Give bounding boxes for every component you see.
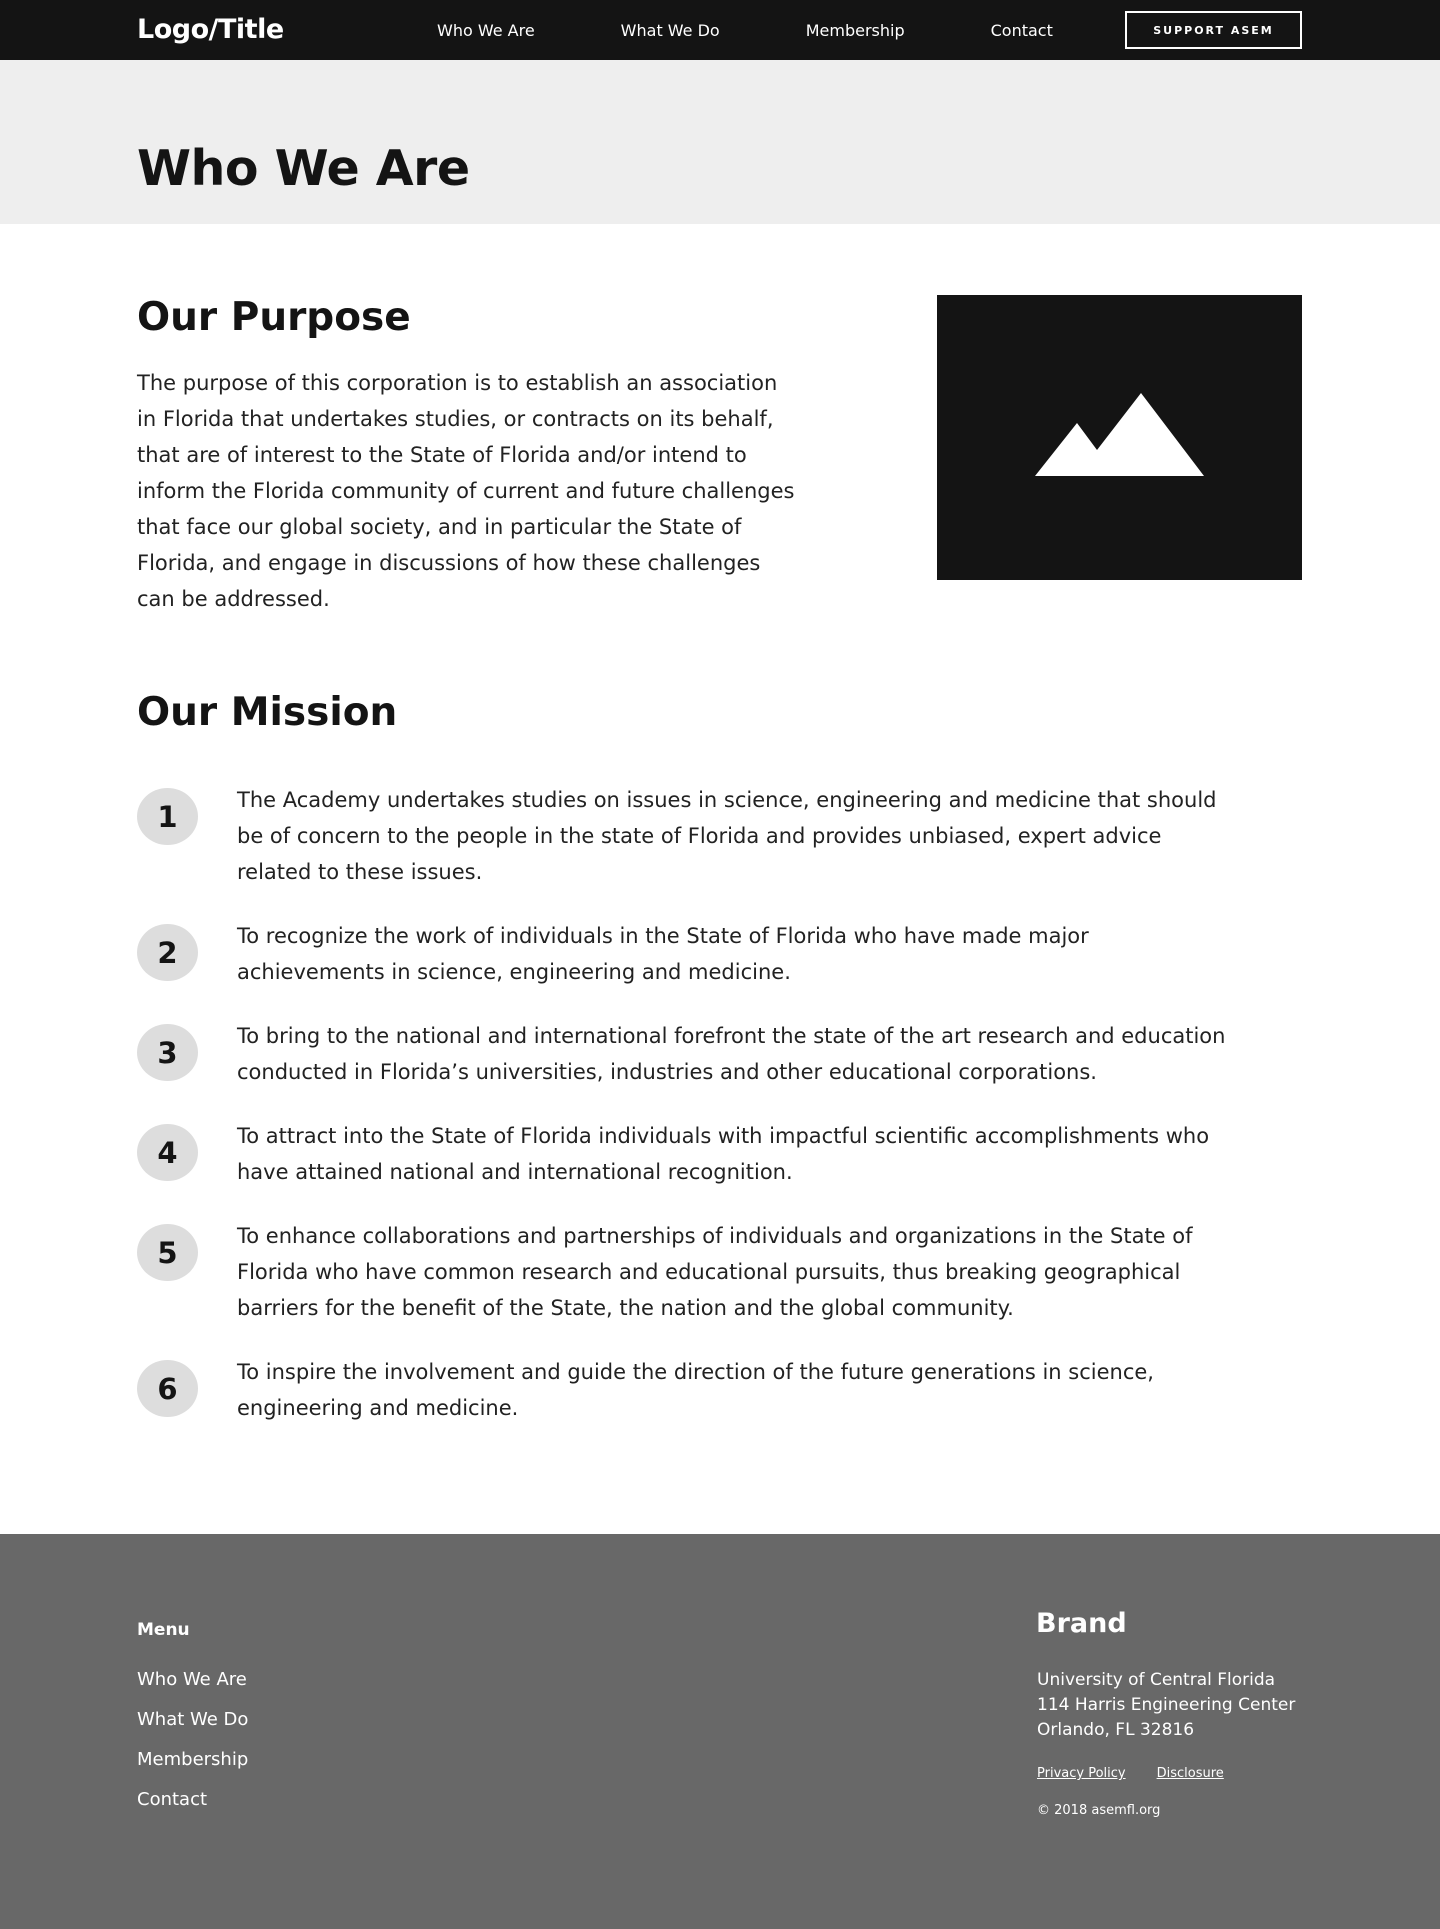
mission-item-text: To recognize the work of individuals in the State of Florida who have made major achievements in science, engineering and medicine. [237,924,1089,984]
footer-menu-item [137,1749,248,1771]
nav-link-membership[interactable]: Membership [805,20,905,40]
mission-item-text: To inspire the involvement and guide the direction of the future generations in science, engineering and medicine. [237,1360,1154,1420]
mission-item-text: To attract into the State of Florida individuals with impactful scientific accomplishments who have attained national and international recognition. [237,1124,1210,1184]
image-placeholder [937,295,1302,580]
footer-link-contact[interactable]: Contact [137,1789,208,1810]
footer-menu-item [137,1709,248,1731]
copyright-text: © 2018 asemfl.org [1037,1803,1161,1818]
main-nav [437,0,1053,60]
purpose-heading: Our Purpose [137,295,411,340]
footer-menu-item [137,1669,248,1691]
mission-item-text: To enhance collaborations and partnerships of individuals and organizations in the State of Florida who have common research and educational pursuits, thus breaking geographical barriers for the benefit of the State, the nation and the global community. [237,1224,1193,1320]
mission-number-badge: 3 [137,1024,198,1081]
mission-number-badge: 6 [137,1360,198,1417]
footer-legal-links [1037,1766,1255,1781]
privacy-policy-link[interactable]: Privacy Policy [1037,1766,1126,1781]
footer-brand[interactable]: Brand [1036,1608,1127,1639]
footer-address [1037,1668,1295,1743]
site-footer [0,1534,1440,1929]
mission-number-badge: 5 [137,1224,198,1281]
address-line: University of Central Florida [1037,1670,1276,1690]
nav-link-what-we-do[interactable]: What We Do [620,20,720,40]
mission-number-badge: 4 [137,1124,198,1181]
address-line: Orlando, FL 32816 [1037,1720,1195,1740]
mission-item-text: To bring to the national and international forefront the state of the art research and education conducted in Florida’s universities, industries and other educational corporations. [237,1024,1226,1084]
mission-heading: Our Mission [137,690,398,735]
nav-link-contact[interactable]: Contact [990,20,1053,40]
mission-number-badge: 1 [137,788,198,845]
page-title: Who We Are [137,140,470,197]
site-logo[interactable]: Logo/Title [137,14,284,45]
mission-number-badge: 2 [137,924,198,981]
footer-link-who-we-are[interactable]: Who We Are [137,1669,247,1690]
mountain-image-icon [937,295,1302,580]
footer-menu [137,1669,248,1829]
footer-link-what-we-do[interactable]: What We Do [137,1709,249,1730]
address-line: 114 Harris Engineering Center [1037,1695,1296,1715]
footer-menu-title: Menu [137,1620,190,1640]
page-hero [0,60,1440,224]
mission-item-text: The Academy undertakes studies on issues in science, engineering and medicine that should be of concern to the people in the state of Florida and provides unbiased, expert advice related to these issues. [237,788,1217,884]
top-navbar [0,0,1440,60]
support-asem-button[interactable]: SUPPORT ASEM [1125,11,1302,49]
disclosure-link[interactable]: Disclosure [1156,1766,1224,1781]
purpose-text: The purpose of this corporation is to establish an association in Florida that undertakes studies, or contracts on its behalf, that are of interest to the State of Florida and/or intend to inform the Florida community of current and future challenges that face our global society, and in particular the State of Florida, and engage in discussions of how these challenges can be addressed. [137,371,795,611]
footer-link-membership[interactable]: Membership [137,1749,249,1770]
nav-link-who-we-are[interactable]: Who We Are [437,20,535,40]
footer-menu-item [137,1789,248,1811]
